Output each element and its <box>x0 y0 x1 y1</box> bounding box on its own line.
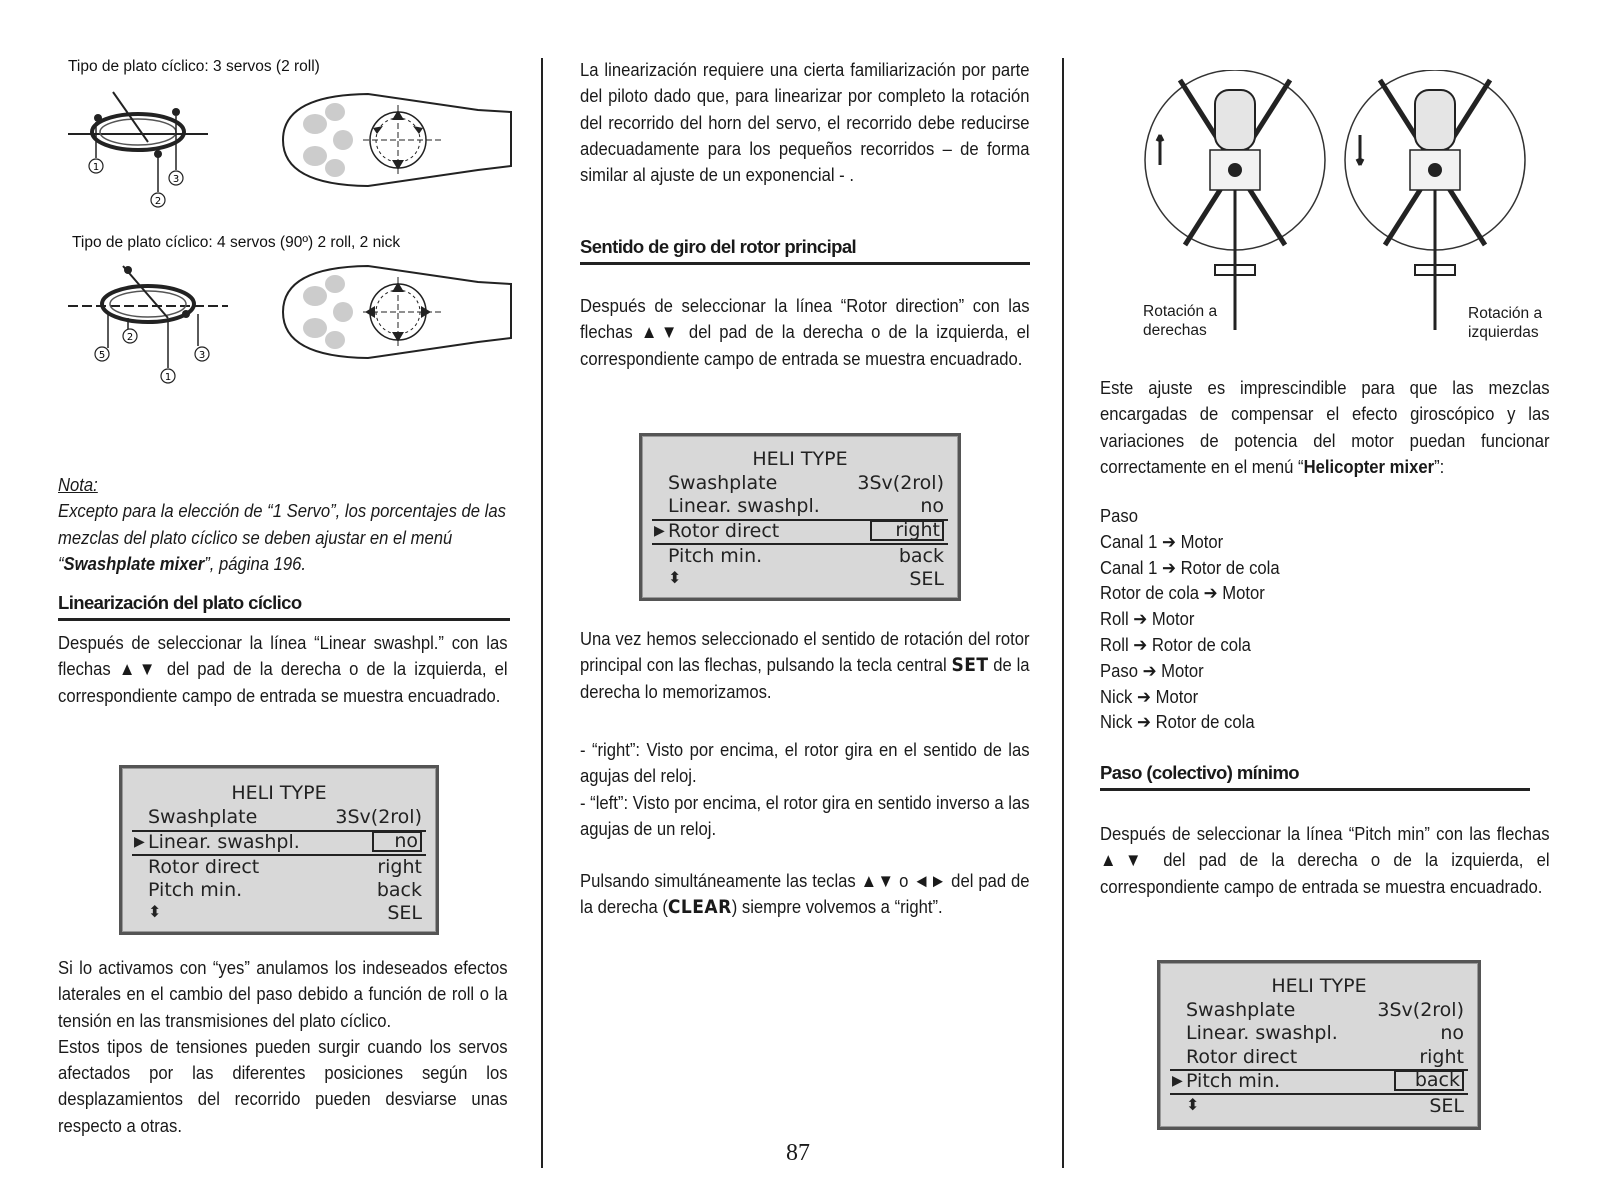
column-divider-1 <box>541 58 543 1168</box>
selection-arrow-icon: ▶ <box>134 834 145 850</box>
diagram4-label-2: 2 <box>126 332 134 343</box>
lcd-screen-rotor: HELI TYPE Swashplate 3Sv(2rol) Linear. swashpl. no ▶ Rotor direct right Pitch min. back ⬍ SEL <box>639 433 961 601</box>
list-item: Canal 1 ➔ Motor <box>1100 530 1224 552</box>
updown-arrow-icon: ⬍ <box>1186 1095 1200 1114</box>
linearization-heading <box>58 592 510 621</box>
left-column <box>58 0 508 1203</box>
pitch-min-heading <box>1100 762 1530 791</box>
updown-arrow-icon: ⬍ <box>668 568 682 587</box>
right-column <box>1100 0 1550 1203</box>
pitch-min-heading-text: Paso (colectivo) mínimo <box>1100 762 1530 791</box>
right-desc: - “right”: Visto por encima, el rotor gira en el sentido de las agujas del reloj. <box>580 739 1030 787</box>
lcd-screen-linear <box>119 765 439 935</box>
label-rotation-right: Rotación a derechas <box>1143 303 1218 339</box>
linearization-heading-text: Linearización del plato cíclico <box>58 592 510 621</box>
lcd-row-linear-selected: ▶ Linear. swashpl. no <box>148 831 422 854</box>
list-item: Roll ➔ Rotor de cola <box>1100 633 1251 655</box>
heli-topview-3servo <box>273 90 513 190</box>
rotor-direction-heading-text: Sentido de giro del rotor principal <box>580 236 1030 265</box>
diagram4-label-1: 1 <box>164 372 172 383</box>
linearization-para <box>58 630 508 709</box>
list-item: Nick ➔ Motor <box>1100 685 1199 707</box>
swashplate-3servo-diagram <box>68 82 208 212</box>
diagram-label-1: 1 <box>92 162 100 173</box>
mixer-list <box>1100 503 1550 735</box>
lcd-row-pitch-selected: ▶ Pitch min. back <box>1186 1070 1464 1093</box>
note-text-2: ”, página 196. <box>204 552 307 574</box>
page-number: 87 <box>786 1140 810 1166</box>
label-rotation-left: Rotación a izquierdas <box>1468 305 1543 341</box>
list-item: Paso ➔ Motor <box>1100 659 1204 681</box>
clear-key-para: Pulsando simultáneamente las teclas ▲▼ o ◄► del pad de la derecha (CLEAR) siempre volvemos a “right”. <box>580 870 1030 919</box>
set-key-para: Una vez hemos seleccionado el sentido de rotación del rotor principal con las flechas, pulsando la tecla central SET de la derecha lo memorizamos. <box>580 628 1030 702</box>
selection-arrow-icon: ▶ <box>1172 1073 1183 1089</box>
note-text-1: Excepto para la elección de “1 Servo”, los porcentajes de las mezclas del plato cíclico se deben ajustar en el menú “ <box>58 500 506 574</box>
tension-para-text: Estos tipos de tensiones pueden surgir cuando los servos afectados por las diferentes posiciones según los desplazamientos del recorrido pueden desviarse unas respecto a otras. <box>58 1035 508 1136</box>
heli-topview-4servo <box>273 262 513 362</box>
note-text-bold: Swashplate mixer <box>63 552 205 574</box>
lcd-row-rotor: Rotor direct right <box>148 856 422 878</box>
linearization-para-text: Después de seleccionar la línea “Linear swashpl.” con las flechas ▲▼ del pad de la derecha o de la izquierda, el correspondiente campo de entrada se muestra encuadrado. <box>58 632 508 706</box>
caption-4servo: Tipo de plato cíclico: 4 servos (90º) 2 roll, 2 nick <box>72 234 401 251</box>
linearization-cont-para: La linearización requiere una cierta familiarización por parte del piloto dado que, para linearizar por completo la rotación del recorrido del horn del servo, el recorrido debe reducirse adecuadamente para los pequeños recorridos – de forma similar al ajuste de un exponencial - . <box>580 59 1030 186</box>
clear-key-label: CLEAR <box>667 896 732 919</box>
list-item: Roll ➔ Motor <box>1100 608 1195 630</box>
note-label: Nota: <box>58 474 98 495</box>
diagram4-label-3: 3 <box>198 350 206 361</box>
lcd-title: HELI TYPE <box>231 782 327 804</box>
rotor-direction-para: Después de seleccionar la línea “Rotor direction” con las flechas ▲▼ del pad de la derecha o de la izquierda, el correspondiente campo de entrada se muestra encuadrado. <box>580 295 1030 369</box>
list-item: Canal 1 ➔ Rotor de cola <box>1100 556 1280 578</box>
diagram4-label-5: 5 <box>98 350 106 361</box>
swashplate-4servo-diagram <box>68 258 228 398</box>
activation-para <box>58 955 508 1139</box>
set-key-label: SET <box>951 654 989 677</box>
caption-3servo: Tipo de plato cíclico: 3 servos (2 roll) <box>68 58 320 75</box>
lcd-row-footer: ⬍ SEL <box>148 902 422 924</box>
list-item: Rotor de cola ➔ Motor <box>1100 582 1265 604</box>
rotor-direction-heading <box>580 236 1030 265</box>
note-block <box>58 472 508 577</box>
activation-para-text: Si lo activamos con “yes” anulamos los indeseados efectos laterales en el cambio del paso debido a función de roll o la tensión en las transmisiones del plato cíclico. <box>58 957 508 1031</box>
lcd-screen-pitch: HELI TYPE Swashplate 3Sv(2rol) Linear. swashpl. no Rotor direct right ▶ Pitch min. back ⬍ SEL <box>1157 960 1481 1130</box>
selection-arrow-icon: ▶ <box>654 523 665 539</box>
list-item: Nick ➔ Rotor de cola <box>1100 711 1255 733</box>
lcd-row-rotor-selected: ▶ Rotor direct right <box>668 520 944 543</box>
lcd-row-swashplate: Swashplate 3Sv(2rol) <box>148 806 422 828</box>
column-divider-2 <box>1062 58 1064 1168</box>
diagram-label-2: 2 <box>154 196 162 207</box>
lcd-row-pitch: Pitch min. back <box>148 879 422 901</box>
helicopter-mixer-ref: Helicopter mixer <box>1303 455 1435 477</box>
list-item: Paso <box>1100 505 1138 526</box>
updown-arrow-icon: ⬍ <box>148 902 162 921</box>
left-desc: - “left”: Visto por encima, el rotor gira en sentido inverso a las agujas de un reloj. <box>580 791 1030 839</box>
middle-column <box>580 0 1030 1203</box>
gyro-para: Este ajuste es imprescindible para que las mezclas encargadas de compensar el efecto giroscópico y las variaciones de potencia del motor puedan funcionar correctamente en el menú “Helicopter mixer”: <box>1100 377 1550 477</box>
pitch-min-para: Después de seleccionar la línea “Pitch min” con las flechas ▲▼ del pad de la derecha o de la izquierda, el correspondiente campo de entrada se muestra encuadrado. <box>1100 823 1550 897</box>
diagram-label-3: 3 <box>172 174 180 185</box>
